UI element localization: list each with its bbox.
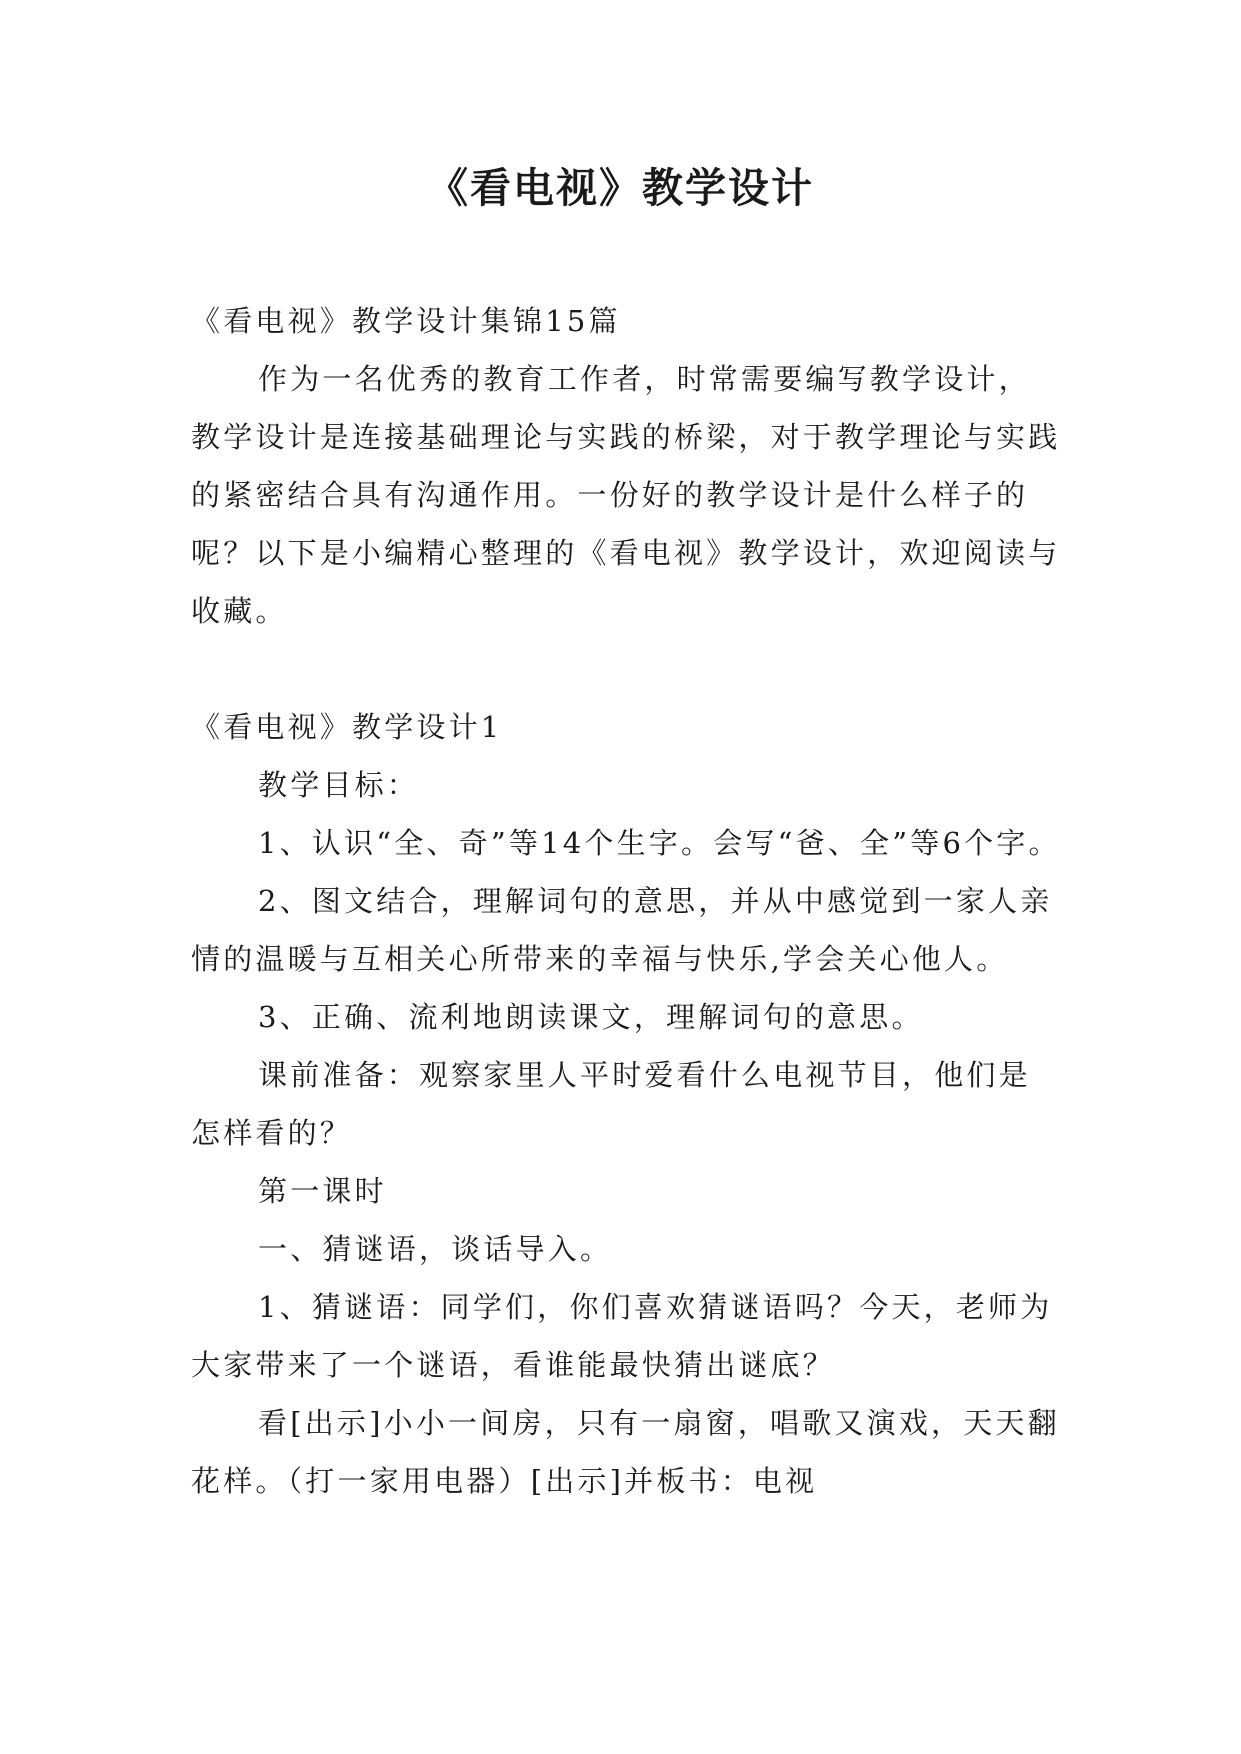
preparation-paragraph: 课前准备：观察家里人平时爱看什么电视节目，他们是怎样看的？ — [191, 1058, 1031, 1150]
intro-paragraph: 作为一名优秀的教育工作者，时常需要编写教学设计，教学设计是连接基础理论与实践的桥梁，对于教学理论与实践的紧密结合具有沟通作用。一份好的教学设计是什么样子的呢？以下是小编精心整理的《看电视》教学设计，欢迎阅读与收藏。 — [191, 362, 1061, 628]
riddle-paragraph: 看[出示]小小一间房，只有一扇窗，唱歌又演戏，天天翻花样。（打一家用电器）[出示]并板书：电视 — [191, 1406, 1060, 1498]
document-title: 《看电视》教学设计 — [427, 164, 814, 212]
step-1-1-paragraph: 1、猜谜语：同学们，你们喜欢猜谜语吗？今天，老师为大家带来了一个谜语，看谁能最快猜出谜底？ — [191, 1290, 1053, 1382]
document-body — [191, 292, 1061, 1510]
section-heading: 《看电视》教学设计1 — [191, 710, 503, 744]
lesson-label: 第一课时 — [258, 1174, 387, 1208]
objective-item-3: 3、正确、流利地朗读课文，理解词句的意思。 — [258, 1000, 924, 1034]
step-1-heading: 一、猜谜语，谈话导入。 — [258, 1232, 613, 1266]
objectives-label: 教学目标： — [258, 768, 420, 802]
paragraph-gap — [191, 640, 1061, 698]
objective-item-2: 2、图文结合，理解词句的意思，并从中感觉到一家人亲情的温暖与互相关心所带来的幸福与快乐,学会关心他人。 — [191, 884, 1053, 976]
collection-subtitle: 《看电视》教学设计集锦15篇 — [191, 304, 621, 338]
objective-item-1: 1、认识“全、奇”等14个生字。会写“爸、全”等6个字。 — [258, 826, 1061, 860]
